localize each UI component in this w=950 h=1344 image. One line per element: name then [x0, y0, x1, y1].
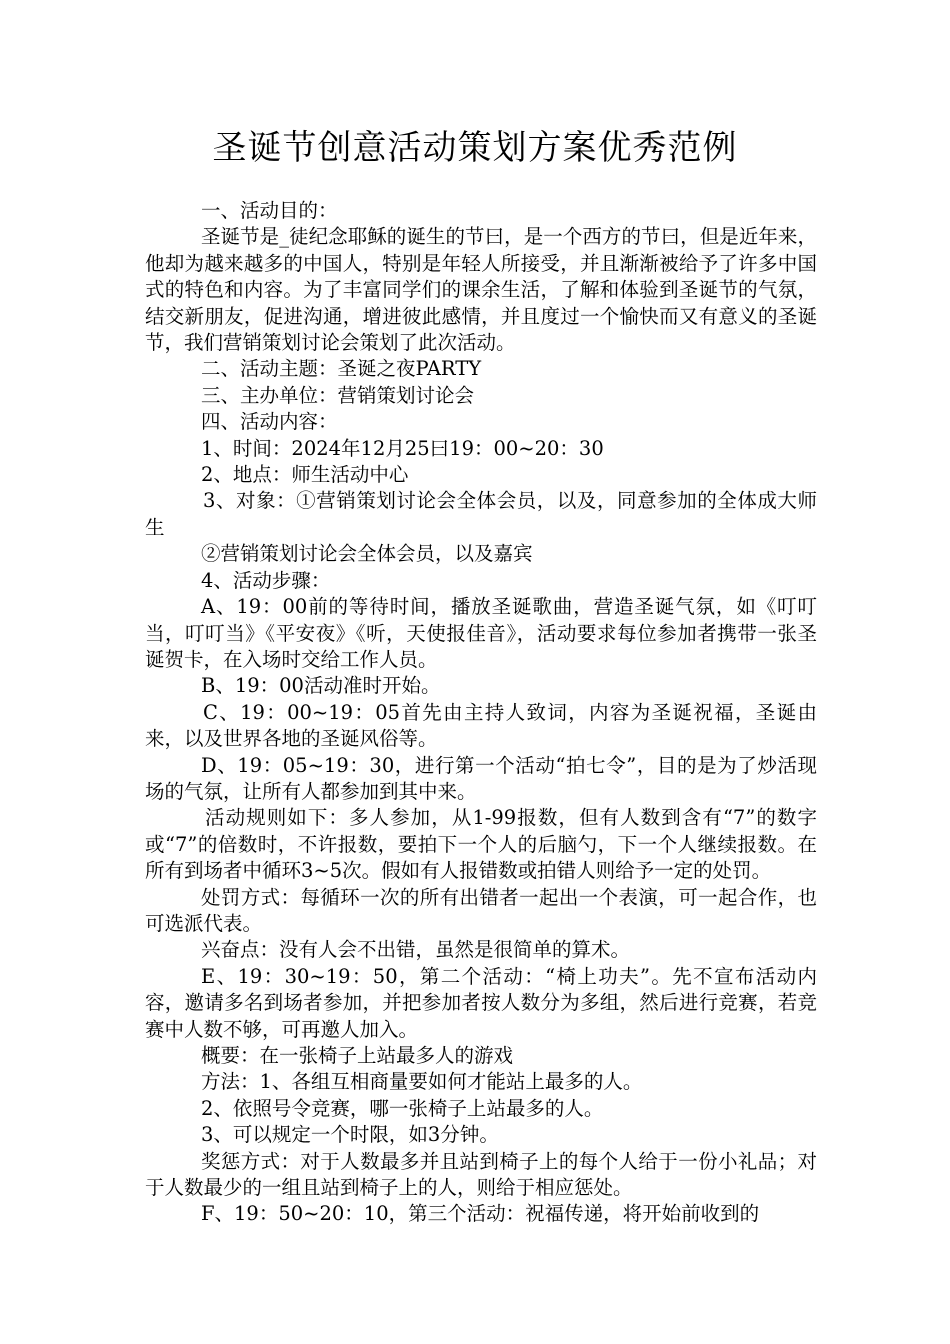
- paragraph: C、19：00~19：05首先由主持人致词，内容为圣诞祝福，圣诞由来，以及世界各地的圣诞风俗等。: [145, 700, 817, 751]
- paragraph: ②营销策划讨论会全体会员，以及嘉宾: [201, 542, 533, 566]
- paragraph: 圣诞节是_徒纪念耶稣的诞生的节曰，是一个西方的节曰，但是近年来，他却为越来越多的中国人，特别是年轻人所接受，并且渐渐被给予了许多中国式的特色和内容。为了丰富同学们的课余生活，了解和体验到圣诞节的气氛，结交新朋友，促进沟通，增进彼此感情，并且度过一个愉快而又有意义的圣诞节，我们营销策划讨论会策划了此次活动。: [145, 225, 817, 355]
- paragraph: 2、依照号令竞赛，哪一张椅子上站最多的人。: [201, 1096, 604, 1120]
- paragraph: 3、可以规定一个时限，如3分钟。: [201, 1123, 499, 1147]
- paragraph: F、19：50~20：10，第三个活动：祝福传递，将开始前收到的: [201, 1202, 760, 1226]
- paragraph: 四、活动内容：: [201, 410, 338, 434]
- paragraph: 概要：在一张椅子上站最多人的游戏: [201, 1044, 514, 1067]
- paragraph: 1、时间：2024年12月25曰19：00~20：30: [201, 436, 604, 460]
- document-title: 圣诞节创意活动策划方案优秀范例: [212, 128, 738, 168]
- paragraph: D、19：05~19：30，进行第一个活动“拍七令”，目的是为了炒活现场的气氛，让所有人都参加到其中来。: [145, 753, 817, 803]
- paragraph: 方法：1、各组互相商量要如何才能站上最多的人。: [201, 1070, 643, 1094]
- paragraph: 活动规则如下：多人参加，从1-99报数，但有人数到含有“7”的数字或“7”的倍数时，不许报数，要拍下一个人的后脑勺，下一个人继续报数。在所有到场者中循环3~5次。假如有人报错数或拍错人则给予一定的处罚。: [145, 806, 817, 883]
- paragraph: 4、活动步骤：: [201, 568, 331, 592]
- paragraph: 奖惩方式：对于人数最多并且站到椅子上的每个人给于一份小礼品；对于人数最少的一组且站到椅子上的人，则给于相应惩处。: [145, 1149, 817, 1200]
- document-body: [145, 198, 817, 1228]
- paragraph: 三、主办单位：营销策划讨论会: [201, 383, 475, 407]
- paragraph: 兴奋点：没有人会不出错，虽然是很简单的算术。: [201, 938, 631, 962]
- paragraph: 3、对象：①营销策划讨论会全体会员，以及，同意参加的全体成大师生: [145, 489, 817, 539]
- paragraph: B、19：00活动准时开始。: [201, 674, 441, 698]
- paragraph: 一、活动目的：: [201, 199, 338, 222]
- paragraph: 处罚方式：每循环一次的所有出错者一起出一个表演，可一起合作，也可选派代表。: [145, 885, 817, 935]
- paragraph: A、19：00前的等待时间，播放圣诞歌曲，营造圣诞气氛，如《叮叮当，叮叮当》《平安夜》《听，天使报佳音》，活动要求每位参加者携带一张圣诞贺卡，在入场时交给工作人员。: [145, 595, 817, 671]
- paragraph: 2、地点：师生活动中心: [201, 463, 409, 487]
- paragraph: 二、活动主题：圣诞之夜PARTY: [201, 357, 482, 381]
- paragraph: E、19：30~19：50，第二个活动：“椅上功夫”。先不宣布活动内容，邀请多名到场者参加，并把参加者按人数分为多组，然后进行竞赛，若竞赛中人数不够，可再邀人加入。: [145, 964, 817, 1041]
